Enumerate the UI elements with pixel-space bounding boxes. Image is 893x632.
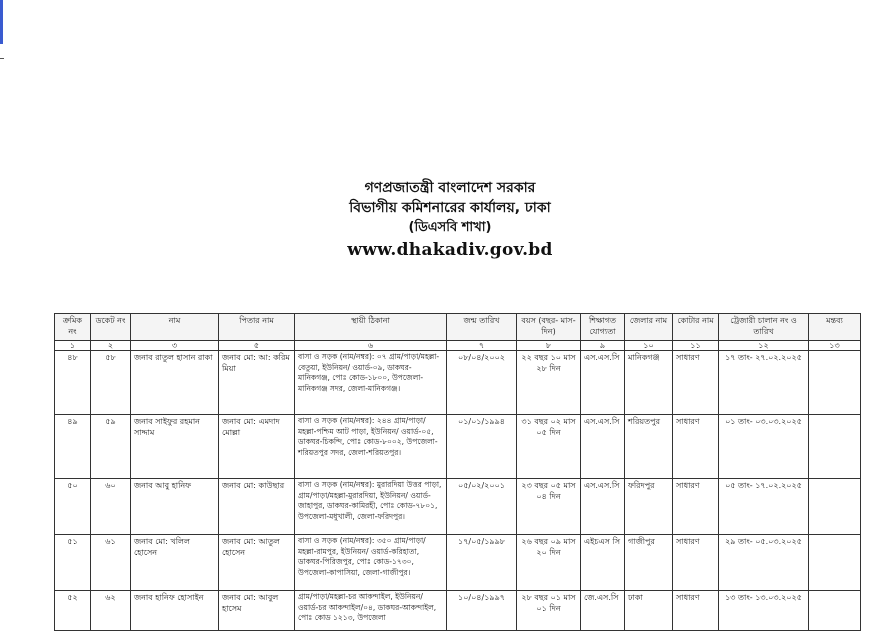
quota-cell: সাধারণ xyxy=(673,535,719,591)
father-cell: জনাব মো: কাউছার xyxy=(219,479,295,535)
age-cell: ২৮ বছর ০১ মাস ০১ দিন xyxy=(517,591,581,631)
col-number: ২ xyxy=(91,341,131,351)
father-cell: জনাব মো: আ: করিম মিয়া xyxy=(219,351,295,415)
name-cell: জনাব আবু হানিফ xyxy=(131,479,219,535)
challan-cell: ১৩ তাং- ১৩.০৩.২০২৫ xyxy=(719,591,809,631)
table-header-row xyxy=(55,314,861,341)
candidate-table xyxy=(54,313,861,631)
education-cell: এইচএস সি xyxy=(581,535,625,591)
serial-cell: ৫১ xyxy=(55,535,91,591)
col-number: ১২ xyxy=(719,341,809,351)
address-cell: বাসা ও সড়ক (নাম/নম্বর): ০৭ গ্রাম/পাড়া/মহল্লা-বেতুয়া, ইউনিয়ন/ ওয়ার্ড-০৯, ডাকঘর-মানিকগঞ্জ, পোঃ কোড-১৮০০, উপজেলা-মানিকগঞ্জ সদর, জেলা-মানিকগঞ্জ। xyxy=(295,351,447,415)
quota-cell: সাধারণ xyxy=(673,591,719,631)
education-cell: এস.এস.সি xyxy=(581,479,625,535)
education-cell: এস.এস.সি xyxy=(581,351,625,415)
remarks-cell xyxy=(809,479,861,535)
table-row xyxy=(55,479,861,535)
name-cell: জনাব হানিফ হোসাইন xyxy=(131,591,219,631)
district-cell: শরিয়তপুর xyxy=(625,415,673,479)
name-cell: জনাব মো: খলিল হোসেন xyxy=(131,535,219,591)
table-row xyxy=(55,415,861,479)
quota-cell: সাধারণ xyxy=(673,351,719,415)
age-cell: ২৩ বছর ০৫ মাস ০৪ দিন xyxy=(517,479,581,535)
dob-cell: ০৮/০৪/২০০২ xyxy=(447,351,517,415)
government-title: গণপ্রজাতন্ত্রী বাংলাদেশ সরকার xyxy=(364,180,536,196)
remarks-cell xyxy=(809,591,861,631)
district-cell: গাজীপুর xyxy=(625,535,673,591)
col-address: স্থায়ী ঠিকানা xyxy=(295,314,447,341)
col-number: ৬ xyxy=(295,341,447,351)
docket-cell: ৬২ xyxy=(91,591,131,631)
age-cell: ৩১ বছর ০২ মাস ০৫ দিন xyxy=(517,415,581,479)
office-title: বিভাগীয় কমিশনারের কার্যালয়, ঢাকা xyxy=(349,200,551,216)
branch-title: (ডিএসবি শাখা) xyxy=(408,220,492,235)
district-cell: ফরিদপুর xyxy=(625,479,673,535)
serial-cell: ৫২ xyxy=(55,591,91,631)
document-header xyxy=(330,178,570,260)
table-row xyxy=(55,535,861,591)
col-education: শিক্ষাগত যোগ্যতা xyxy=(581,314,625,341)
address-cell: গ্রাম/পাড়া/মহল্লা-চর আকন্দাইল, ইউনিয়ন/ ওয়ার্ড-চর আকন্দাইল/০৪, ডাকঘর-আকন্দাইল, পোঃ কোড ১২১৩, উপজেলা xyxy=(295,591,447,631)
remarks-cell xyxy=(809,415,861,479)
col-number: ৫ xyxy=(219,341,295,351)
col-father: পিতার নাম xyxy=(219,314,295,341)
col-number: ৯ xyxy=(581,341,625,351)
education-cell: জে.এস.সি xyxy=(581,591,625,631)
table-row xyxy=(55,351,861,415)
father-cell: জনাব মো: এমদাদ মোল্লা xyxy=(219,415,295,479)
column-number-row xyxy=(55,341,861,351)
col-docket: ডকেট নং xyxy=(91,314,131,341)
education-cell: এস.এস.সি xyxy=(581,415,625,479)
father-cell: জনাব মো: আতুল হোসেন xyxy=(219,535,295,591)
left-edge-dash xyxy=(0,58,4,59)
address-cell: বাসা ও সড়ক (নাম/নম্বর): ২৪৪ গ্রাম/পাড়া/মহল্লা-পশ্চিম আট পাড়া, ইউনিয়ন/ ওয়ার্ড-০৫, ডাকঘর-চিকন্দি, পোঃ কোড-৮০০২, উপজেলা-শরিয়তপুর সদর, জেলা-শরিয়তপুর। xyxy=(295,415,447,479)
challan-cell: ২৯ তাং- ০৫.০৩.২০২৫ xyxy=(719,535,809,591)
table-body xyxy=(55,351,861,631)
col-age: বয়স (বছর- মাস- দিন) xyxy=(517,314,581,341)
district-cell: মানিকগঞ্জ xyxy=(625,351,673,415)
serial-cell: ৪৯ xyxy=(55,415,91,479)
address-cell: বাসা ও সড়ক (নাম/নম্বর): ৩৫০ গ্রাম/পাড়া/মহল্লা-রামপুর, ইউনিয়ন/ ওয়ার্ড-করিহাতা, ডাকঘর-পিরিজপুর, পোঃ কোড-১৭৩০, উপজেলা-কাপাসিয়া, জেলা-গাজীপুর। xyxy=(295,535,447,591)
challan-cell: ০১ তাং- ০৩.০৩.২০২৫ xyxy=(719,415,809,479)
docket-cell: ৫৯ xyxy=(91,415,131,479)
col-dob: জন্ম তারিখ xyxy=(447,314,517,341)
table-row xyxy=(55,591,861,631)
serial-cell: ৫০ xyxy=(55,479,91,535)
col-remarks: মন্তব্য xyxy=(809,314,861,341)
col-number: ৩ xyxy=(131,341,219,351)
docket-cell: ৬০ xyxy=(91,479,131,535)
col-quota: কোটার নাম xyxy=(673,314,719,341)
name-cell: জনাব সাইফুর রহমান সাদ্দাম xyxy=(131,415,219,479)
col-number: ১৩ xyxy=(809,341,861,351)
father-cell: জনাব মো: আবুল হাসেম xyxy=(219,591,295,631)
dob-cell: ১৭/০৫/১৯৯৮ xyxy=(447,535,517,591)
col-number: ১ xyxy=(55,341,91,351)
age-cell: ২৬ বছর ০৯ মাস ২০ দিন xyxy=(517,535,581,591)
docket-cell: ৫৮ xyxy=(91,351,131,415)
district-cell: ঢাকা xyxy=(625,591,673,631)
age-cell: ২২ বছর ১০ মাস ২৮ দিন xyxy=(517,351,581,415)
quota-cell: সাধারণ xyxy=(673,415,719,479)
challan-cell: ১৭ তাং- ২৭.০২.২০২৫ xyxy=(719,351,809,415)
col-number: ১১ xyxy=(673,341,719,351)
col-district: জেলার নাম xyxy=(625,314,673,341)
col-serial: ক্রমিক নং xyxy=(55,314,91,341)
col-number: ৮ xyxy=(517,341,581,351)
address-cell: বাসা ও সড়ক (নাম/নম্বর): মুরারদিয়া উত্তর পাড়া, গ্রাম/পাড়া/মহল্লা-মুরারদিয়া, ইউনিয়ন/ ওয়ার্ড-জাহাপুর, ডাকঘর-কামিরহী, পোঃ কোড-৭৮০১, উপজেলা-মধুখালী, জেলা-ফরিদপুর। xyxy=(295,479,447,535)
col-number: ৭ xyxy=(447,341,517,351)
website-url: www.dhakadiv.gov.bd xyxy=(347,240,553,260)
remarks-cell xyxy=(809,351,861,415)
quota-cell: সাধারণ xyxy=(673,479,719,535)
name-cell: জনাব রাতুল হাসান রাকা xyxy=(131,351,219,415)
col-name: নাম xyxy=(131,314,219,341)
docket-cell: ৬১ xyxy=(91,535,131,591)
dob-cell: ০১/০১/১৯৯৪ xyxy=(447,415,517,479)
remarks-cell xyxy=(809,535,861,591)
serial-cell: ৪৮ xyxy=(55,351,91,415)
col-challan: ট্রেজারী চালান নং ও তারিখ xyxy=(719,314,809,341)
challan-cell: ০৫ তাং- ১৭.০২.২০২৫ xyxy=(719,479,809,535)
col-number: ১০ xyxy=(625,341,673,351)
dob-cell: ০৫/০২/২০০১ xyxy=(447,479,517,535)
dob-cell: ১০/০৪/১৯৯৭ xyxy=(447,591,517,631)
left-edge-mark xyxy=(0,0,3,44)
